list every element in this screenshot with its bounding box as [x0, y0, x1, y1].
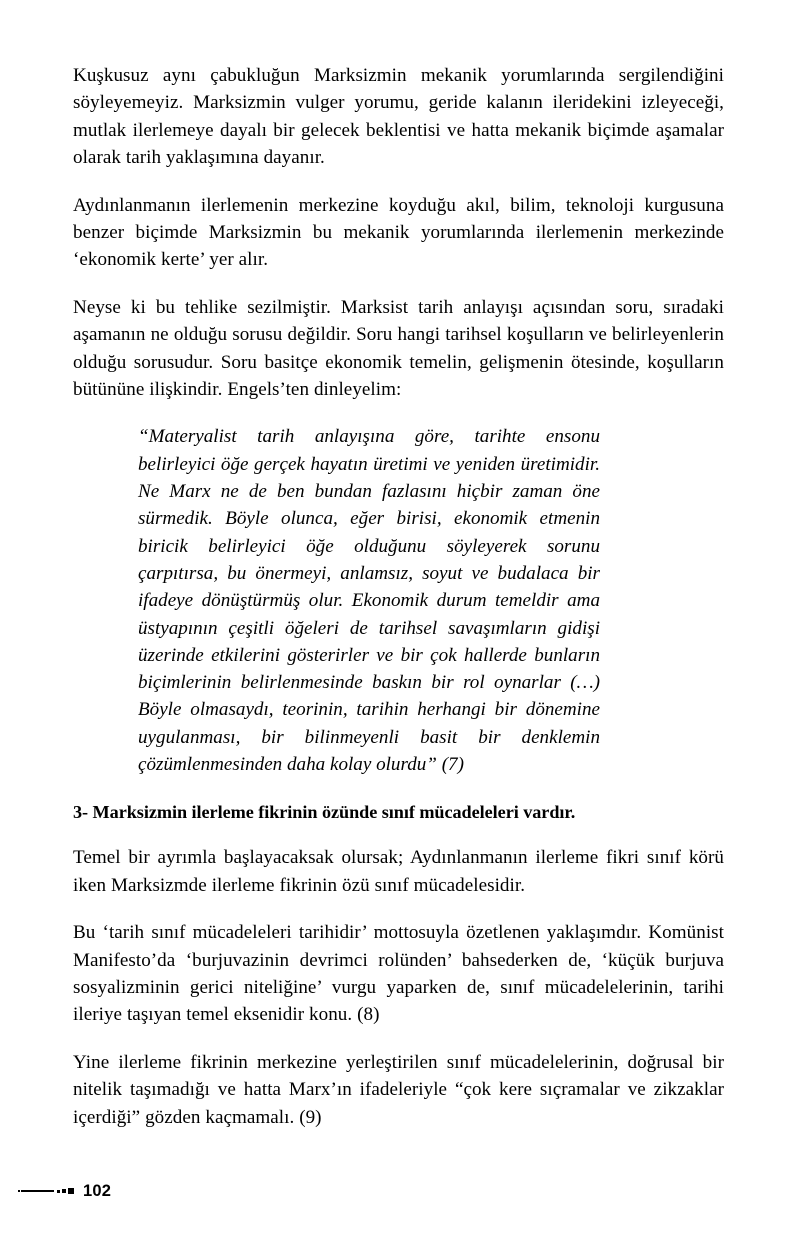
body-paragraph-2: Aydınlanmanın ilerlemenin merkezine koyduğu akıl, bilim, teknoloji kurgusuna benzer biçimde Marksizmin bu mekanik yorumlarında ilerlemenin merkezinde ‘ekonomik kerte’ yer alır. — [73, 194, 724, 271]
section-heading-3: 3- Marksizmin ilerleme fikrinin özünde sınıf mücadeleleri vardır. — [73, 802, 576, 823]
footer-ornament-icon — [18, 1186, 74, 1196]
body-paragraph-1: Kuşkusuz aynı çabukluğun Marksizmin mekanik yorumlarında sergilendiğini söyleyemeyiz. Marksizmin vulger yorumu, geride kalanın ileridekini izleyeceği, mutlak ilerlemeye dayalı bir gelecek beklentisi ve hatta mekanik biçimde aşamalar olarak tarih yaklaşımına dayanır. — [73, 65, 724, 169]
ornament-square-small — [57, 1190, 60, 1193]
body-paragraph-5: Bu ‘tarih sınıf mücadeleleri tarihidir’ mottosuyla özetlenen yaklaşımdır. Komünist Manifesto’da ‘burjuvazinin devrimci rolünden’ bahsederken de, ‘küçük burjuva sosyalizminin gerici niteliğine’ vurgu yaparken de, sınıf mücadelelerinin, tarihi ileriye taşıyan temel eksenidir konu. (8) — [73, 922, 724, 1026]
body-paragraph-4: Temel bir ayrımla başlayacaksak olursak; Aydınlanmanın ilerleme fikri sınıf körü iken Marksizmde ilerleme fikrinin özü sınıf mücadelesidir. — [73, 847, 724, 896]
body-paragraph-3: Neyse ki bu tehlike sezilmiştir. Marksist tarih anlayışı açısından soru, sıradaki aşamanın ne olduğu sorusu değildir. Soru hangi tarihsel koşulların ve belirleyenlerin olduğu sorusudur. Soru basitçe ekonomik temelin, gelişmenin ötesinde, koşulların bütününe ilişkindir. Engels’ten dinleyelim: — [73, 296, 724, 401]
page-text-column — [73, 62, 724, 1131]
ornament-line — [21, 1190, 54, 1192]
ornament-dot — [18, 1190, 20, 1192]
ornament-square-medium — [62, 1189, 66, 1193]
page-number: 102 — [83, 1181, 112, 1200]
engels-quotation-block: “Materyalist tarih anlayışına göre, tarihte ensonu belirleyici öğe gerçek hayatın üretimi ve yeniden üretimidir. Ne Marx ne de ben bundan fazlasını hiçbir zaman öne sürmedik. Böyle olunca, eğer birisi, ekonomik etmenin biricik belirleyici öğe olduğunu söyleyerek sorunu çarpıtırsa, bu önermeyi, anlamsız, soyut ve budalaca bir ifadeye dönüştürmüş olur. Ekonomik durum temeldir ama üstyapının çeşitli öğeleri de tarihsel savaşımların gidişi üzerinde etkilerini gösterirler ve bir çok hallerde bunların biçimlerinin belirlenmesinde baskın bir rol oynarlar (…) Böyle olmasaydı, teorinin, tarihin herhangi bir dönemine uygulanması, bir bilinmeyenli basit bir denklemin çözümlenmesinden daha kolay olurdu” (7) — [138, 426, 600, 776]
body-paragraph-6: Yine ilerleme fikrinin merkezine yerleştirilen sınıf mücadelelerinin, doğrusal bir nitelik taşımadığı ve hatta Marx’ın ifadeleriyle “çok kere sıçramalar ve zikzaklar içerdiği” gözden kaçmamalı. (9) — [73, 1051, 724, 1128]
ornament-square-large — [68, 1188, 74, 1194]
page-footer — [18, 1178, 111, 1204]
